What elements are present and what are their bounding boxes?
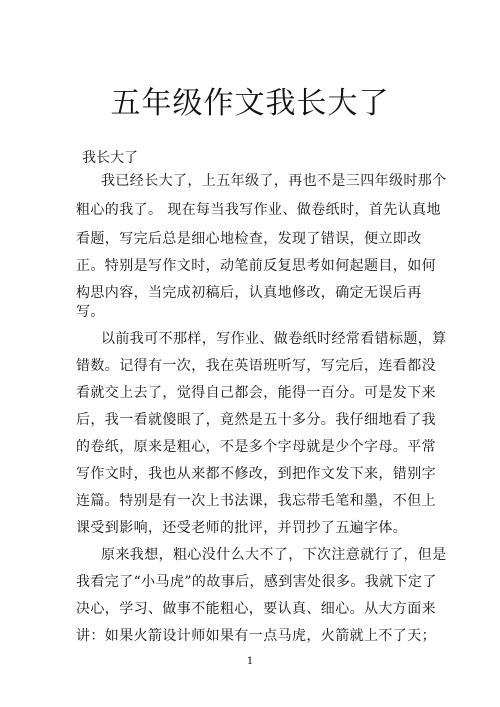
body-line: 看就交上去了，觉得自己都会，能得一百分。可是发下来 (76, 385, 436, 401)
body-line: 的卷纸，原来是粗心，不是多个字母就是少个字母。平常 (76, 439, 436, 455)
body-line: 讲：如果火箭设计师如果有一点马虎，火箭就上不了天； (76, 628, 436, 644)
body-line: 课受到影响，还受老师的批评，并罚抄了五遍字体。 (76, 520, 408, 536)
body-line: 我已经长大了，上五年级了，再也不是三四年级时那个 (101, 173, 447, 189)
body-line: 写作文时，我也从来都不修改，到把作文发下来，错别字 (76, 466, 436, 482)
body-line: 我看完了“小马虎”的故事后，感到害处很多。我就下定了 (76, 574, 437, 590)
body-line: 连篇。特别是有一次上书法课，我忘带毛笔和墨，不但上 (76, 493, 436, 509)
body-line: 后，我一看就傻眼了，竟然是五十多分。我仔细地看了我 (76, 412, 436, 428)
body-line: 决心，学习、做事不能粗心，要认真、细心。从大方面来 (76, 601, 436, 617)
body-line: 错数。记得有一次，我在英语班听写，写完后，连看都没 (76, 358, 436, 374)
page-number: 1 (246, 656, 254, 667)
body-line: 原来我想，粗心没什么大不了，下次注意就行了，但是 (101, 547, 447, 563)
document-title: 五年级作文我长大了 (110, 86, 390, 121)
body-line: 正。特别是写作文时，动笔前反复思考如何起题目，如何 (76, 258, 436, 274)
body-line: 粗心的我了。 现在每当我写作业、做卷纸时，首先认真地 (76, 202, 441, 218)
essay-subtitle: 我长大了 (82, 150, 138, 166)
body-line: 看题，写完后总是细心地检查，发现了错误，便立即改 (76, 231, 422, 247)
body-line: 构思内容，当完成初稿后，认真地修改，确定无误后再 (76, 285, 422, 301)
body-line: 以前我可不那样，写作业、做卷纸时经常看错标题，算 (101, 331, 447, 347)
body-line: 写。 (76, 304, 105, 320)
